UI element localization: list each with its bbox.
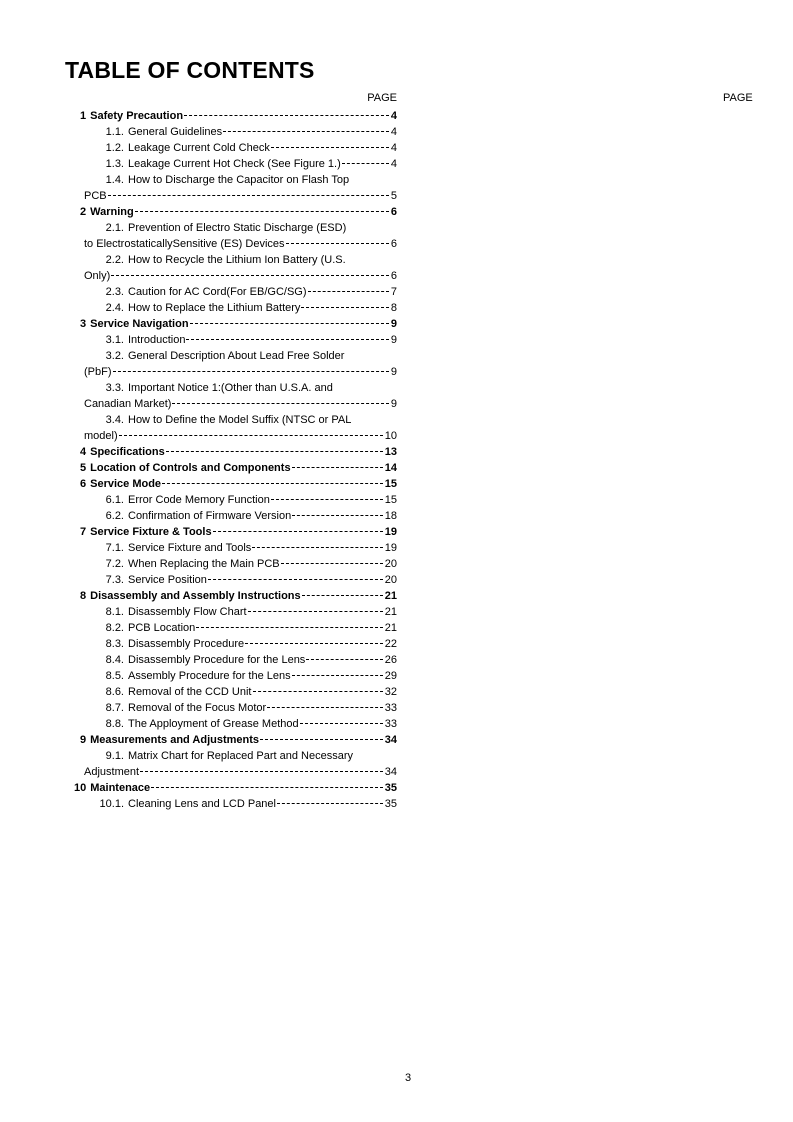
toc-section-1-3[interactable]: 1.3. Leakage Current Hot Check (See Figure 1.) 4 xyxy=(105,158,397,170)
toc-section-3-3[interactable]: 3.3. Important Notice 1:(Other than U.S.A. and Canadian Market) 9 xyxy=(84,382,397,410)
toc-section-8-3[interactable]: 8.3. Disassembly Procedure 22 xyxy=(105,638,397,650)
toc-section-8-8[interactable]: 8.8. The Apployment of Grease Method 33 xyxy=(105,718,397,730)
toc-section-7-2[interactable]: 7.2. When Replacing the Main PCB 20 xyxy=(105,558,397,570)
toc-section-7-3[interactable]: 7.3. Service Position 20 xyxy=(105,574,397,586)
toc-section-9-1[interactable]: 9.1. Matrix Chart for Replaced Part and Necessary Adjustment 34 xyxy=(84,750,397,778)
toc-section-3-2[interactable]: 3.2. General Description About Lead Free Solder (PbF) 9 xyxy=(84,350,397,378)
toc-section-2-1[interactable]: 2.1. Prevention of Electro Static Discharge (ESD) to ElectrostaticallySensitive (ES) Devices 6 xyxy=(84,222,397,250)
toc-section-7-1[interactable]: 7.1. Service Fixture and Tools 19 xyxy=(105,542,397,554)
toc-section-1-4[interactable]: 1.4. How to Discharge the Capacitor on Flash Top PCB 5 xyxy=(84,174,397,202)
toc-chapter-2[interactable]: 2 Warning 6 xyxy=(80,206,397,218)
toc-chapter-3[interactable]: 3 Service Navigation 9 xyxy=(80,318,397,330)
toc-section-6-1[interactable]: 6.1. Error Code Memory Function 15 xyxy=(105,494,397,506)
toc-chapter-7[interactable]: 7 Service Fixture & Tools 19 xyxy=(80,526,397,538)
toc-chapter-6[interactable]: 6 Service Mode 15 xyxy=(80,478,397,490)
toc-section-10-1[interactable]: 10.1. Cleaning Lens and LCD Panel 35 xyxy=(99,798,397,810)
page-title: TABLE OF CONTENTS xyxy=(65,57,315,83)
toc-section-1-1[interactable]: 1.1. General Guidelines 4 xyxy=(105,126,397,138)
toc-section-8-6[interactable]: 8.6. Removal of the CCD Unit 32 xyxy=(105,686,397,698)
toc-section-8-7[interactable]: 8.7. Removal of the Focus Motor 33 xyxy=(105,702,397,714)
toc-chapter-8[interactable]: 8 Disassembly and Assembly Instructions 21 xyxy=(80,590,397,602)
toc-section-8-5[interactable]: 8.5. Assembly Procedure for the Lens 29 xyxy=(105,670,397,682)
page-number: 3 xyxy=(405,1072,412,1084)
toc-section-2-2[interactable]: 2.2. How to Recycle the Lithium Ion Battery (U.S. Only) 6 xyxy=(84,254,397,282)
toc-chapter-10[interactable]: 10 Maintenace 35 xyxy=(74,782,397,794)
toc-section-8-1[interactable]: 8.1. Disassembly Flow Chart 21 xyxy=(105,606,397,618)
toc-chapter-9[interactable]: 9 Measurements and Adjustments 34 xyxy=(80,734,397,746)
toc-section-3-1[interactable]: 3.1. Introduction 9 xyxy=(105,334,397,346)
toc-section-2-4[interactable]: 2.4. How to Replace the Lithium Battery 8 xyxy=(105,302,397,314)
table-of-contents xyxy=(74,108,397,812)
toc-section-2-3[interactable]: 2.3. Caution for AC Cord(For EB/GC/SG) 7 xyxy=(105,286,397,298)
toc-chapter-5[interactable]: 5 Location of Controls and Components 14 xyxy=(80,462,397,474)
toc-section-8-4[interactable]: 8.4. Disassembly Procedure for the Lens 26 xyxy=(105,654,397,666)
toc-chapter-1[interactable]: 1 Safety Precaution 4 xyxy=(80,110,397,122)
toc-section-6-2[interactable]: 6.2. Confirmation of Firmware Version 18 xyxy=(105,510,397,522)
toc-section-3-4[interactable]: 3.4. How to Define the Model Suffix (NTSC or PAL model) 10 xyxy=(84,414,397,442)
page-column-label-right: PAGE xyxy=(723,92,753,104)
page-column-label: PAGE xyxy=(367,92,397,104)
toc-section-8-2[interactable]: 8.2. PCB Location 21 xyxy=(105,622,397,634)
toc-section-1-2[interactable]: 1.2. Leakage Current Cold Check 4 xyxy=(105,142,397,154)
toc-chapter-4[interactable]: 4 Specifications 13 xyxy=(80,446,397,458)
